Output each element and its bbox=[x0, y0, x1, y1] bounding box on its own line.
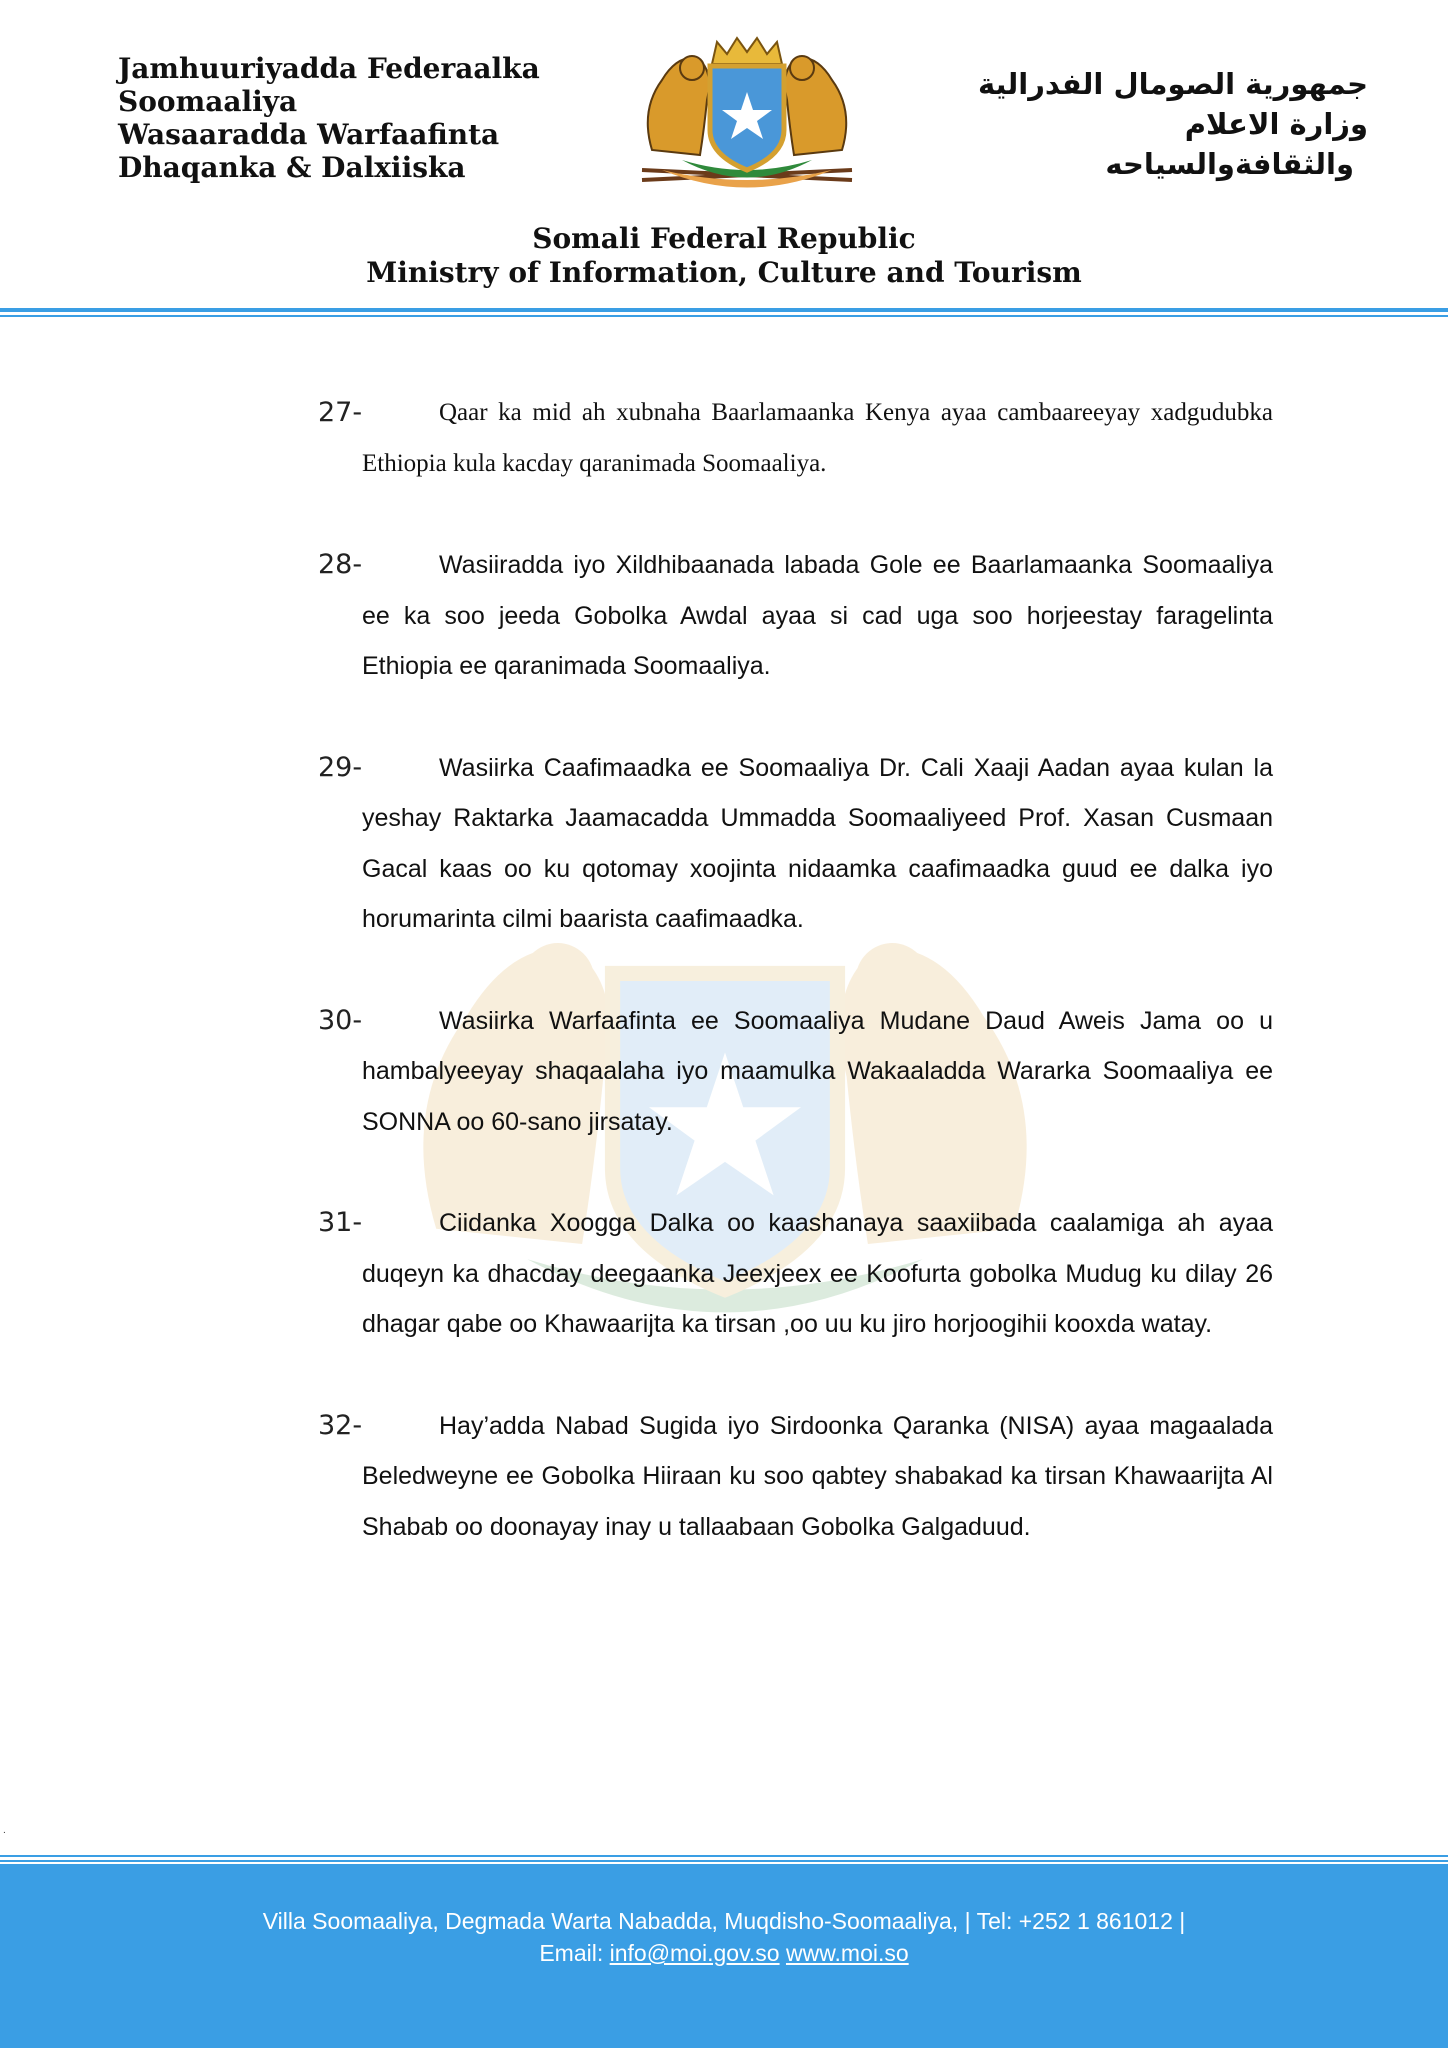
header-left-line: Soomaaliya bbox=[118, 85, 298, 118]
header-right-line: والثقافةوالسياحه bbox=[1105, 147, 1354, 181]
header-divider bbox=[0, 308, 1448, 312]
news-items-list bbox=[318, 388, 1273, 1603]
footer-divider bbox=[0, 1855, 1448, 1857]
header-right-line: جمهورية الصومال الفدرالية bbox=[977, 67, 1368, 101]
news-item-number: 30- bbox=[318, 1004, 363, 1036]
footer-address: Villa Soomaaliya, Degmada Warta Nabadda, Muqdisho-Soomaaliya, | Tel: +252 1 861012 | bbox=[262, 1908, 1186, 1934]
news-item-number: 29- bbox=[318, 751, 363, 783]
coat-of-arms-icon bbox=[622, 30, 872, 205]
news-item-text: Qaar ka mid ah xubnaha Baarlamaanka Kenya ayaa cambaareeyay xadgudubka Ethiopia kula kacday qaranimada Soomaaliya. bbox=[362, 399, 1273, 477]
stray-dot: . bbox=[3, 1825, 6, 1836]
header-divider-thin bbox=[0, 315, 1448, 317]
news-item bbox=[318, 388, 1273, 489]
footer-website-link[interactable]: www.moi.so bbox=[785, 1940, 909, 1966]
news-item bbox=[318, 1401, 1273, 1553]
news-item bbox=[318, 540, 1273, 692]
header-left-line: Wasaaradda Warfaafinta bbox=[118, 118, 500, 151]
header-title-line2: Ministry of Information, Culture and Tourism bbox=[366, 256, 1082, 289]
footer bbox=[0, 1864, 1448, 2048]
news-item-text: Wasiirka Warfaafinta ee Soomaaliya Mudane Daud Aweis Jama oo u hambalyeeyay shaqaalaha iyo maamulka Wakaaladda Wararka Soomaaliya ee SONNA oo 60-sano jirsatay. bbox=[362, 1006, 1273, 1136]
news-item-number: 27- bbox=[318, 397, 363, 428]
header-right-line: وزارة الاعلام bbox=[1184, 107, 1368, 141]
news-item-text: Hay’adda Nabad Sugida iyo Sirdoonka Qaranka (NISA) ayaa magaalada Beledweyne ee Gobolka Hiiraan ku soo qabtey shabakad ka tirsan Khawaarijta Al Shabab oo doonayay inay u tallaabaan Gobolka Galgaduud. bbox=[362, 1411, 1273, 1541]
news-item bbox=[318, 1198, 1273, 1350]
news-item-text: Wasiiradda iyo Xildhibaanada labada Gole ee Baarlamaanka Soomaaliya ee ka soo jeeda Gobolka Awdal ayaa si cad uga soo horjeestay faragelinta Ethiopia ee qaranimada Soomaaliya. bbox=[362, 551, 1273, 680]
news-item-number: 31- bbox=[318, 1207, 363, 1238]
news-item bbox=[318, 743, 1273, 945]
footer-email-label: Email: bbox=[539, 1940, 604, 1966]
footer-email-link[interactable]: info@moi.gov.so bbox=[609, 1940, 780, 1966]
footer-divider-thin bbox=[0, 1860, 1448, 1862]
news-item-number: 32- bbox=[318, 1409, 363, 1441]
header-left-block bbox=[118, 52, 588, 184]
header-left-line: Jamhuuriyadda Federaalka bbox=[118, 52, 540, 85]
header-left-line: Dhaqanka & Dalxiiska bbox=[118, 151, 466, 184]
header-title-line1: Somali Federal Republic bbox=[532, 222, 916, 255]
news-item bbox=[318, 996, 1273, 1148]
header-right-block bbox=[918, 64, 1368, 184]
footer-contact bbox=[0, 1936, 1448, 1970]
news-item-text: Wasiirka Caafimaadka ee Soomaaliya Dr. Cali Xaaji Aadan ayaa kulan la yeshay Raktarka Jaamacadda Ummadda Soomaaliyeed Prof. Xasan Cusmaan Gacal kaas oo ku qotomay xoojinta nidaamka caafimaadka guud ee dalka iyo horumarinta cilmi baarista caafimaadka. bbox=[362, 753, 1273, 933]
header-title bbox=[0, 222, 1448, 290]
news-item-number: 28- bbox=[318, 549, 363, 580]
news-item-text: Ciidanka Xoogga Dalka oo kaashanaya saaxiibada caalamiga ah ayaa duqeyn ka dhacday deegaanka Jeexjeex ee Koofurta gobolka Mudug ku dilay 26 dhagar qabe oo Khawaarijta ka tirsan ,oo uu ku jiro horjoogihii kooxda watay. bbox=[362, 1209, 1273, 1338]
